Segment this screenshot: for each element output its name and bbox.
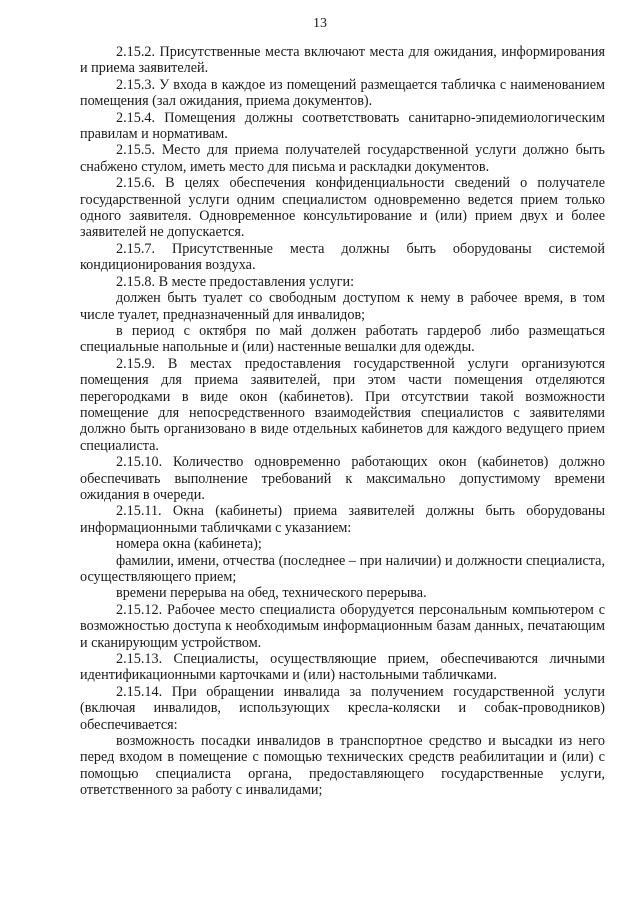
paragraph-2-15-3: 2.15.3. У входа в каждое из помещений размещается табличка с наименованием помещения (зал ожидания, приема документов). [80, 76, 605, 110]
paragraph-2-15-13: 2.15.13. Специалисты, осуществляющие прием, обеспечиваются личными идентификационными карточками и (или) настольными табличками. [80, 651, 605, 684]
document-body [80, 44, 605, 799]
paragraph-2-15-11-specialist-name: фамилии, имени, отчества (последнее – при наличии) и должности специалиста, осуществляющего прием; [80, 552, 605, 585]
paragraph-2-15-8-toilet: должен быть туалет со свободным доступом к нему в рабочее время, в том числе туалет, предназначенный для инвалидов; [80, 290, 605, 323]
paragraph-2-15-14-transport: возможность посадки инвалидов в транспортное средство и высадки из него перед входом в помещение с помощью технических средств реабилитации и (или) с помощью специалиста органа, предоставляющего государственные услуги, ответственного за работу с инвалидами; [80, 733, 605, 799]
paragraph-2-15-7: 2.15.7. Присутственные места должны быть оборудованы системой кондиционирования воздуха. [80, 240, 605, 274]
paragraph-2-15-5: 2.15.5. Место для приема получателей государственной услуги должно быть снабжено стулом, иметь место для письма и раскладки документов. [80, 142, 605, 175]
page-number: 13 [313, 16, 327, 31]
paragraph-2-15-12: 2.15.12. Рабочее место специалиста оборудуется персональным компьютером с возможностью доступа к необходимым информационным базам данных, печатающим и сканирующим устройством. [80, 601, 605, 651]
paragraph-2-15-11-window-number: номера окна (кабинета); [116, 536, 262, 553]
paragraph-2-15-9: 2.15.9. В местах предоставления государственной услуги организуются помещения для приема заявителей, при этом части помещения отделяются перегородками в виде окон (кабинетов). При отсутствии такой возможности помещение для непосредственного взаимодействия специалистов с заявителями должно быть организовано в виде отдельных кабинетов для каждого ведущего прием специалиста. [80, 355, 605, 454]
paragraph-2-15-14: 2.15.14. При обращении инвалида за получением государственной услуги (включая инвалидов, использующих кресла-коляски и собак-проводников) обеспечивается: [80, 683, 605, 733]
paragraph-2-15-2: 2.15.2. Присутственные места включают места для ожидания, информирования и приема заявителей. [80, 44, 605, 77]
paragraph-2-15-10: 2.15.10. Количество одновременно работающих окон (кабинетов) должно обеспечивать выполнение требований к максимально допустимому времени ожидания в очереди. [80, 454, 605, 503]
paragraph-2-15-6: 2.15.6. В целях обеспечения конфиденциальности сведений о получателе государственной услуги одним специалистом одновременно ведется прием только одного заявителя. Одновременное консультирование и (или) прием двух и более заявителей не допускается. [80, 175, 605, 241]
paragraph-2-15-8-wardrobe: в период с октября по май должен работать гардероб либо размещаться специальные напольные и (или) настенные вешалки для одежды. [80, 322, 605, 356]
paragraph-2-15-4: 2.15.4. Помещения должны соответствовать санитарно-эпидемиологическим правилам и нормативам. [80, 109, 605, 143]
paragraph-2-15-11: 2.15.11. Окна (кабинеты) приема заявителей должны быть оборудованы информационными табличками с указанием: [80, 503, 605, 536]
paragraph-2-15-8: 2.15.8. В месте предоставления услуги: [116, 273, 355, 290]
paragraph-2-15-11-break-time: времени перерыва на обед, технического перерыва. [116, 585, 427, 602]
